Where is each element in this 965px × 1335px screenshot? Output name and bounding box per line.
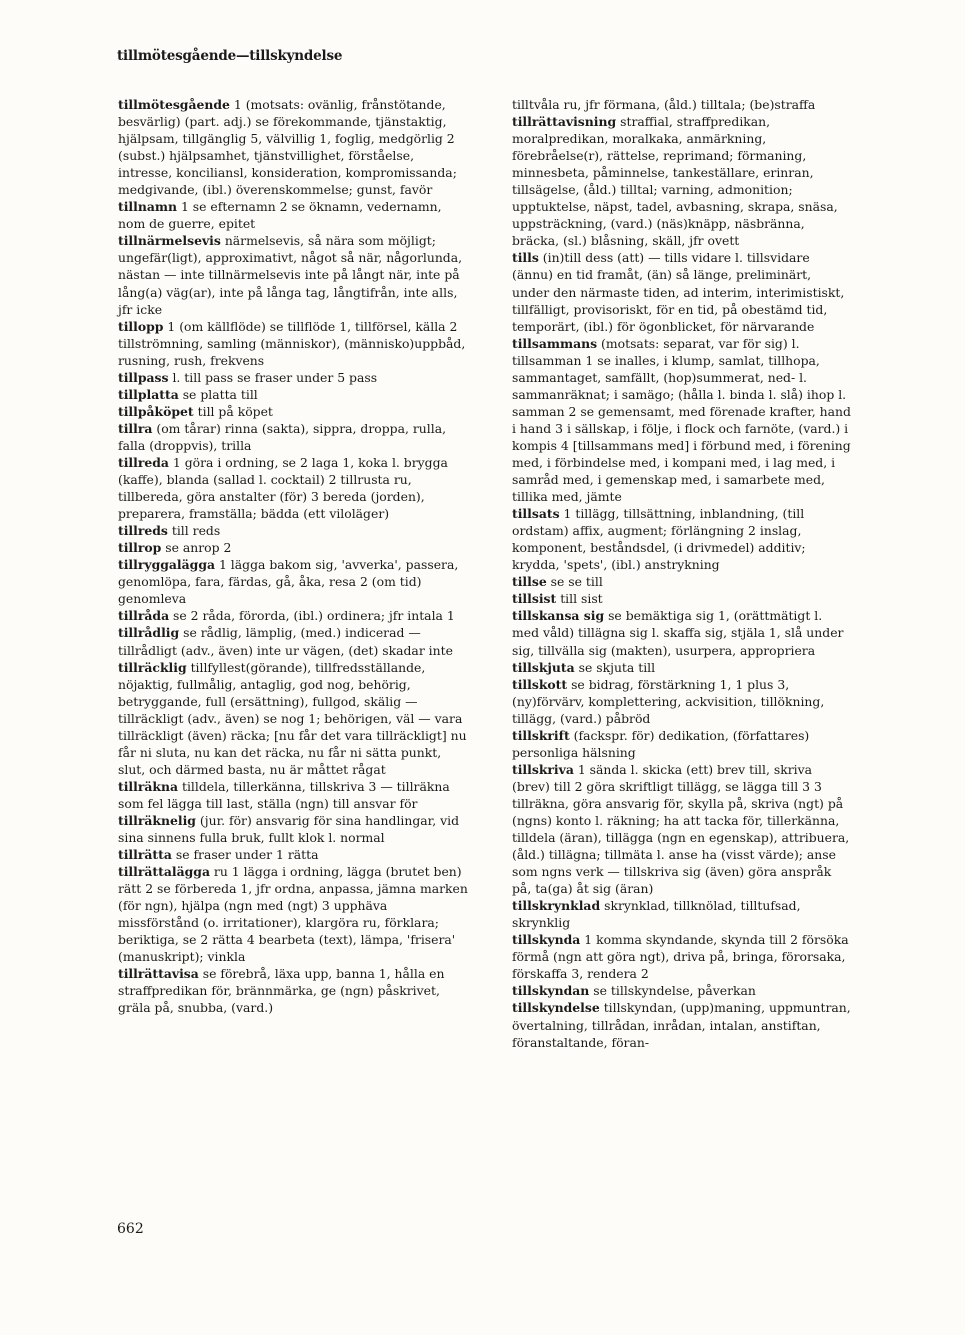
dictionary-entry: [512, 590, 852, 607]
dictionary-entry: [512, 96, 852, 113]
dictionary-entry: [118, 778, 470, 812]
entry-definition: se bemäktiga sig 1, (orättmätigt l. med våld) tillägna sig l. skaffa sig, stjäla 1, slå under sig, tillvälla sig (makten), usurpera, appropriera: [512, 608, 844, 658]
entry-definition: (jur. för) ansvarig för sina handlingar, vid sina sinnens fulla bruk, fullt klok l. normal: [118, 812, 459, 846]
entry-headword: tillskrynklad: [512, 898, 601, 914]
entry-headword: tillnamn: [118, 199, 178, 215]
right-column: [512, 96, 852, 1051]
entry-definition: se förebrå, läxa upp, banna 1, hålla en straffpredikan för, brännmärka, ge (ngn) påskrivet, gräla på, snubba, (vard.): [118, 966, 445, 1016]
dictionary-entry: [118, 369, 470, 386]
dictionary-entry: [512, 335, 852, 505]
entry-definition: se bidrag, förstärkning 1, 1 plus 3, (ny)förvärv, komplettering, ackvisition, tillökning, tillägg, (vard.) påbröd: [512, 676, 825, 726]
entry-definition: straffial, straffpredikan, moralpredikan, moralkaka, anmärkning, förebråelse(r), rättelse, reprimand; förmaning, minnesbeta, påminnelse, tankeställare, erinran, tillsägelse, (åld.) tilltal; varning, admonition; upptuktelse, näpst, tadel, avbasning, skrapa, snäsa, uppsträckning, (vard.) (näs)knäpp, näsbränna, bräcka, (sl.) blåsning, skäll, jfr ovett: [512, 114, 838, 249]
entry-definition: se fraser under 1 rätta: [175, 847, 319, 863]
dictionary-entry: [118, 232, 470, 317]
dictionary-entry: [512, 249, 852, 334]
dictionary-entry: [118, 318, 470, 369]
dictionary-entry: [118, 454, 470, 522]
dictionary-entry: [512, 573, 852, 590]
entry-headword: tillreda: [118, 454, 169, 470]
entry-headword: tillsist: [512, 591, 557, 607]
entry-headword: tillrättavisning: [512, 114, 617, 130]
left-column: [118, 96, 470, 1017]
entry-headword: tillskott: [512, 676, 568, 692]
entry-definition: (om tårar) rinna (sakta), sippra, droppa, rulla, falla (droppvis), trilla: [118, 420, 447, 453]
entry-definition: se se till: [550, 574, 603, 590]
entry-headword: tillräknelig: [118, 812, 196, 828]
entry-definition: se tillskyndelse, påverkan: [593, 983, 756, 999]
entry-definition: se anrop 2: [165, 540, 232, 556]
entry-headword: tills: [512, 250, 539, 266]
entry-definition: 1 lägga bakom sig, 'avverka', passera, genomlöpa, fara, färdas, gå, åka, resa 2 (om tid) genomleva: [118, 557, 459, 607]
dictionary-entry: [118, 403, 470, 420]
entry-headword: tillryggalägga: [118, 557, 216, 573]
dictionary-entry: [118, 522, 470, 539]
entry-definition: tillfyllest(görande), tillfredsställande, nöjaktig, fullmålig, antaglig, god nog, behörig, betryggande, full (ersättning), fullgod, skälig — tillräckligt (adv., även) se nog 1; behörigen, väl — vara tillräckligt (även) räcka; [nu får det vara tillräckligt] nu får ni sluta, nu kan det räcka, nu får ni sätta punkt, slut, och därmed basta, nu är måttet rågat: [118, 659, 467, 777]
dictionary-entry: [118, 812, 470, 846]
entry-definition: 1 (motsats: ovänlig, frånstötande, besvärlig) (part. adj.) se förekommande, tjänstaktig, hjälpsam, tillgänglig 5, välvillig 1, foglig, medgörlig 2 (subst.) hjälpsamhet, tjänstvillighet, förståelse, intresse, konciliansl, konsideration, kompromissanda; medgivande, (ibl.) överenskommelse; gunst, favör: [118, 97, 457, 198]
dictionary-entry: [512, 897, 852, 931]
entry-headword: tillsammans: [512, 335, 598, 351]
entry-headword: tillse: [512, 574, 547, 590]
entry-headword: tillpåköpet: [118, 403, 194, 419]
entry-definition: 1 göra i ordning, se 2 laga 1, koka l. brygga (kaffe), blanda (sallad l. cocktail) 2 tillrusta ru, tillbereda, göra anstalter (för) 3 bereda (jorden), preparera, framställa; bädda (ett viloläger): [118, 454, 448, 522]
entry-definition: till reds: [171, 523, 221, 539]
running-head: tillmötesgående—tillskyndelse: [117, 48, 343, 64]
entry-definition: ru 1 lägga i ordning, lägga (brutet ben) rätt 2 se förbereda 1, jfr ordna, anpassa, jämna marken (för ngn), hjälpa (ngn med (ngt) 3 upphäva missförstånd (o. irritationer), klargöra ru, förklara; beriktiga, se 2 rätta 4 bearbeta (text), lämpa, 'frisera' (manuskript); vinkla: [118, 864, 468, 965]
dictionary-entry: [118, 607, 470, 624]
entry-headword: tillskrift: [512, 727, 570, 743]
entry-definition: 1 tillägg, tillsättning, inblandning, (till ordstam) affix, augment; förlängning 2 inslag, komponent, beståndsdel, (i drivmedel) additiv; krydda, 'spets', (ibl.) anstrykning: [512, 506, 806, 573]
entry-definition: (in)till dess (att) — tills vidare l. tillsvidare (ännu) en tid framåt, (än) så länge, preliminärt, under den närmaste tiden, ad interim, interimistiskt, tillfälligt, provisoriskt, för en tid, på obestämd tid, temporärt, (ibl.) för ögonblicket, för närvarande: [512, 250, 845, 334]
entry-headword: tillrättavisa: [118, 966, 199, 982]
entry-definition: se rådlig, lämplig, (med.) indicerad — tillrådligt (adv., även) inte ur vägen, (det) skadar inte: [118, 625, 453, 658]
dictionary-entry: [118, 420, 470, 454]
entry-headword: tillreds: [118, 523, 168, 539]
entry-headword: tillskansa sig: [512, 608, 605, 624]
dictionary-entry: [118, 556, 470, 607]
dictionary-entry: [512, 761, 852, 897]
entry-headword: tillskriva: [512, 761, 574, 777]
entry-headword: tillskyndelse: [512, 1000, 600, 1016]
dictionary-entry: [118, 96, 470, 198]
entry-headword: tillråda: [118, 608, 170, 624]
entry-headword: tillmötesgående: [118, 97, 230, 112]
entry-definition: 1 sända l. skicka (ett) brev till, skriva (brev) till 2 göra skriftligt tillägg, se lägga till 3 3 tillräkna, göra ansvarig för, skylla på, skriva (ngt) på (ngns) konto l. räkning; ha att tacka för, tillerkänna, tilldela (äran), tillägga (ngn en egenskap), attribuera, (åld.) tillägna; tillmäta l. anse ha (visst värde); anse som ngns verk — tillskriva sig (även) göra anspråk på, ta(ga) åt sig (äran): [512, 761, 850, 897]
entry-definition: (motsats: separat, var för sig) l. tillsamman 1 se inalles, i klump, samlat, tillhopa, sammantaget, samfällt, (hop)summerat, ned- l. sammanräknat; i samägo; (hålla l. binda l. slå) ihop l. samman 2 se gemensamt, med förenade krafter, hand i hand 3 i sällskap, i följe, i flock och farnöte, (vard.) i kompis 4 [tillsammans med] i förbund med, i förening med, i förbindelse med, i kompani med, i lag med, i samråd med, i gemenskap med, i samarbete med, tillika med, jämte: [512, 335, 851, 505]
dictionary-entry: [118, 659, 470, 778]
dictionary-entry: [118, 386, 470, 403]
entry-headword: tillrådlig: [118, 625, 180, 641]
entry-headword: tillpass: [118, 369, 169, 385]
entry-headword: tillräkna: [118, 778, 179, 794]
entry-definition: till sist: [560, 591, 603, 607]
entry-definition: se skjuta till: [578, 659, 656, 675]
entry-definition: 1 se efternamn 2 se öknamn, vedernamn, nom de guerre, epitet: [118, 199, 442, 232]
entry-headword: tillrätta: [118, 847, 172, 863]
entry-definition: se 2 råda, förorda, (ibl.) ordinera; jfr intala 1: [173, 608, 455, 624]
dictionary-entry: [118, 965, 470, 1016]
dictionary-entry: [512, 607, 852, 658]
entry-headword: tillopp: [118, 318, 164, 334]
entry-definition: skrynklad, tillknölad, tilltufsad, skrynklig: [512, 898, 801, 931]
entry-definition: närmelsevis, så nära som möjligt; ungefär(ligt), approximativt, något så när, någorlunda, nästan — inte tillnärmelsevis inte på långt när, inte på lång(a) väg(ar), inte på långa tag, långtifrån, inte alls, jfr icke: [118, 233, 463, 317]
entry-headword: tillsats: [512, 506, 560, 522]
entry-headword: tillräcklig: [118, 659, 187, 675]
page-number: 662: [117, 1221, 144, 1237]
dictionary-entry: [118, 624, 470, 658]
entry-definition: 1 komma skyndande, skynda till 2 försöka förmå (ngn att göra ngt), driva på, bringa, förorsaka, förskaffa 3, rendera 2: [512, 932, 849, 982]
entry-definition: tillskyndan, (upp)maning, uppmuntran, övertalning, tillrådan, inrådan, intalan, anstiftan, föranstaltande, föran-: [512, 1000, 851, 1050]
entry-headword: tillnärmelsevis: [118, 233, 221, 249]
entry-definition: l. till pass se fraser under 5 pass: [172, 369, 378, 385]
entry-headword: tillskjuta: [512, 659, 575, 675]
dictionary-entry: [512, 999, 852, 1050]
entry-headword: tillplatta: [118, 386, 179, 402]
entry-headword: tillrop: [118, 540, 162, 556]
entry-headword: tillra: [118, 420, 153, 436]
entry-definition: till på köpet: [197, 403, 273, 419]
dictionary-entry: [118, 198, 470, 232]
dictionary-entry: [118, 846, 470, 863]
dictionary-entry: [512, 676, 852, 727]
dictionary-entry: [512, 113, 852, 249]
dictionary-entry: [512, 982, 852, 999]
dictionary-entry: [512, 931, 852, 982]
dictionary-entry: [512, 505, 852, 573]
entry-headword: tillrättalägga: [118, 864, 210, 880]
entry-definition: tilltvåla ru, jfr förmana, (åld.) tilltala; (be)straffa: [512, 97, 816, 112]
entry-definition: 1 (om källflöde) se tillflöde 1, tillförsel, källa 2 tillströmning, samling (människor), (människo)uppbåd, rusning, rush, frekvens: [118, 318, 466, 368]
dictionary-entry: [512, 727, 852, 761]
dictionary-entry: [512, 659, 852, 676]
entry-headword: tillskynda: [512, 932, 581, 948]
dictionary-entry: [118, 863, 470, 965]
entry-definition: tilldela, tillerkänna, tillskriva 3 — tillräkna som fel lägga till last, ställa (ngn) till ansvar för: [118, 778, 450, 811]
entry-headword: tillskyndan: [512, 983, 590, 999]
entry-definition: (fackspr. för) dedikation, (författares) personliga hälsning: [512, 727, 810, 760]
dictionary-entry: [118, 539, 470, 556]
entry-definition: se platta till: [182, 386, 258, 402]
